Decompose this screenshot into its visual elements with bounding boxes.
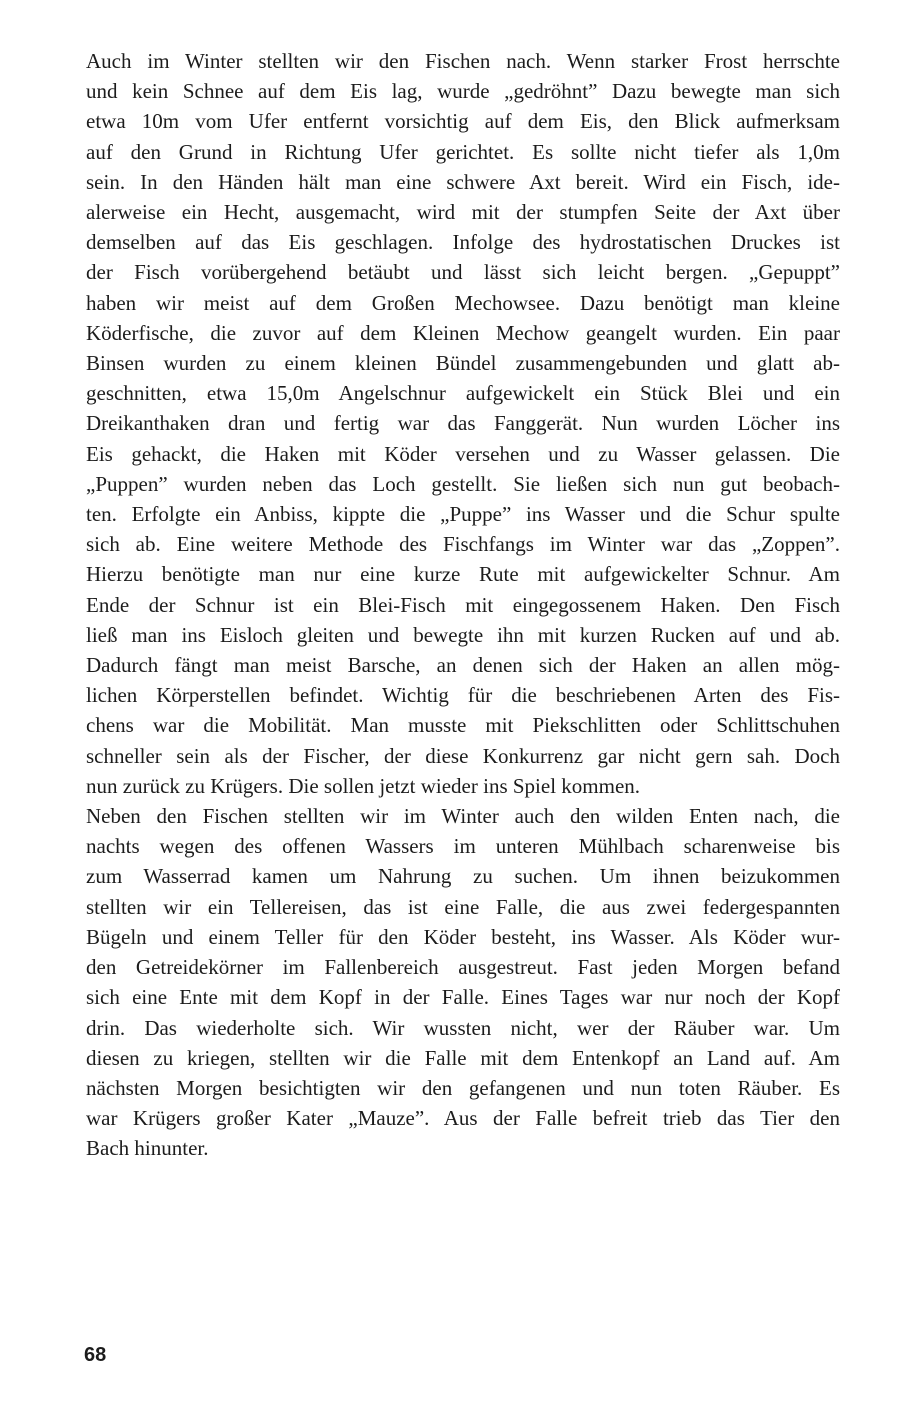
text-line: auf den Grund in Richtung Ufer gerichtet. Es sollte nicht tiefer als 1,0m bbox=[86, 139, 840, 164]
text-line: Auch im Winter stellten wir den Fischen nach. Wenn starker Frost herrschte bbox=[86, 49, 840, 73]
text-line: drin. Das wiederholte sich. Wir wussten nicht, wer der Räuber war. Um bbox=[86, 1015, 840, 1040]
text-line: alerweise ein Hecht, ausgemacht, wird mit der stumpfen Seite der Axt über bbox=[86, 200, 840, 225]
text-line: demselben auf das Eis geschlagen. Infolge des hydrostatischen Druckes ist bbox=[86, 230, 840, 255]
text-line: ließ man ins Eisloch gleiten und bewegte ihn mit kurzen Rucken auf und ab. bbox=[86, 622, 840, 647]
text-line: Eis gehackt, die Haken mit Köder versehen und zu Wasser gelassen. Die bbox=[86, 441, 840, 466]
text-line: diesen zu kriegen, stellten wir die Falle mit dem Entenkopf an Land auf. Am bbox=[86, 1045, 840, 1070]
text-line: den Getreidekörner im Fallenbereich ausgestreut. Fast jeden Morgen befand bbox=[86, 955, 840, 980]
text-line: sich ab. Eine weitere Methode des Fischfangs im Winter war das „Zoppen”. bbox=[86, 532, 840, 557]
text-line: Köderfische, die zuvor auf dem Kleinen Mechow geangelt wurden. Ein paar bbox=[86, 320, 840, 345]
text-line: schneller sein als der Fischer, der diese Konkurrenz gar nicht gern sah. Doch bbox=[86, 743, 840, 768]
paragraph bbox=[86, 801, 840, 1163]
text-line: etwa 10m vom Ufer entfernt vorsichtig auf dem Eis, den Blick aufmerksam bbox=[86, 109, 840, 134]
text-line: Dreikanthaken dran und fertig war das Fanggerät. Nun wurden Löcher ins bbox=[86, 411, 840, 436]
text-line: Neben den Fischen stellten wir im Winter auch den wilden Enten nach, die bbox=[86, 804, 840, 829]
text-line: ten. Erfolgte ein Anbiss, kippte die „Puppe” ins Wasser und die Schur spulte bbox=[86, 502, 840, 527]
text-line: sich eine Ente mit dem Kopf in der Falle. Eines Tages war nur noch der Kopf bbox=[86, 985, 840, 1010]
text-line: Binsen wurden zu einem kleinen Bündel zusammengebunden und glatt ab- bbox=[86, 351, 840, 376]
text-line: nun zurück zu Krügers. Die sollen jetzt wieder ins Spiel kommen. bbox=[86, 773, 641, 798]
text-line: und kein Schnee auf dem Eis lag, wurde „gedröhnt” Dazu bewegte man sich bbox=[86, 79, 840, 104]
text-line: zum Wasserrad kamen um Nahrung zu suchen. Um ihnen beizukommen bbox=[86, 864, 840, 889]
text-line: war Krügers großer Kater „Mauze”. Aus der Falle befreit trieb das Tier den bbox=[86, 1106, 840, 1131]
text-line: stellten wir ein Tellereisen, das ist eine Falle, die aus zwei federgespannten bbox=[86, 894, 840, 919]
text-line: „Puppen” wurden neben das Loch gestellt. Sie ließen sich nun gut beobach- bbox=[86, 471, 840, 496]
text-line: nachts wegen des offenen Wassers im unteren Mühlbach scharenweise bis bbox=[86, 834, 840, 859]
text-line: Ende der Schnur ist ein Blei-Fisch mit eingegossenem Haken. Den Fisch bbox=[86, 592, 840, 617]
text-line: Bach hinunter. bbox=[86, 1136, 209, 1161]
text-line: der Fisch vorübergehend betäubt und lässt sich leicht bergen. „Gepuppt” bbox=[86, 260, 840, 285]
text-line: Bügeln und einem Teller für den Köder besteht, ins Wasser. Als Köder wur- bbox=[86, 924, 840, 949]
text-line: haben wir meist auf dem Großen Mechowsee. Dazu benötigt man kleine bbox=[86, 290, 840, 315]
text-line: Dadurch fängt man meist Barsche, an denen sich der Haken an allen mög- bbox=[86, 653, 840, 678]
body-text bbox=[86, 46, 840, 1164]
page-number: 68 bbox=[84, 1344, 107, 1366]
paragraph bbox=[86, 46, 840, 801]
text-line: lichen Körperstellen befindet. Wichtig für die beschriebenen Arten des Fis- bbox=[86, 683, 840, 708]
text-line: nächsten Morgen besichtigten wir den gefangenen und nun toten Räuber. Es bbox=[86, 1075, 840, 1100]
text-line: chens war die Mobilität. Man musste mit Piekschlitten oder Schlittschuhen bbox=[86, 713, 840, 738]
text-line: Hierzu benötigte man nur eine kurze Rute mit aufgewickelter Schnur. Am bbox=[86, 562, 840, 587]
text-line: sein. In den Händen hält man eine schwere Axt bereit. Wird ein Fisch, ide- bbox=[86, 169, 840, 194]
text-line: geschnitten, etwa 15,0m Angelschnur aufgewickelt ein Stück Blei und ein bbox=[86, 381, 840, 406]
